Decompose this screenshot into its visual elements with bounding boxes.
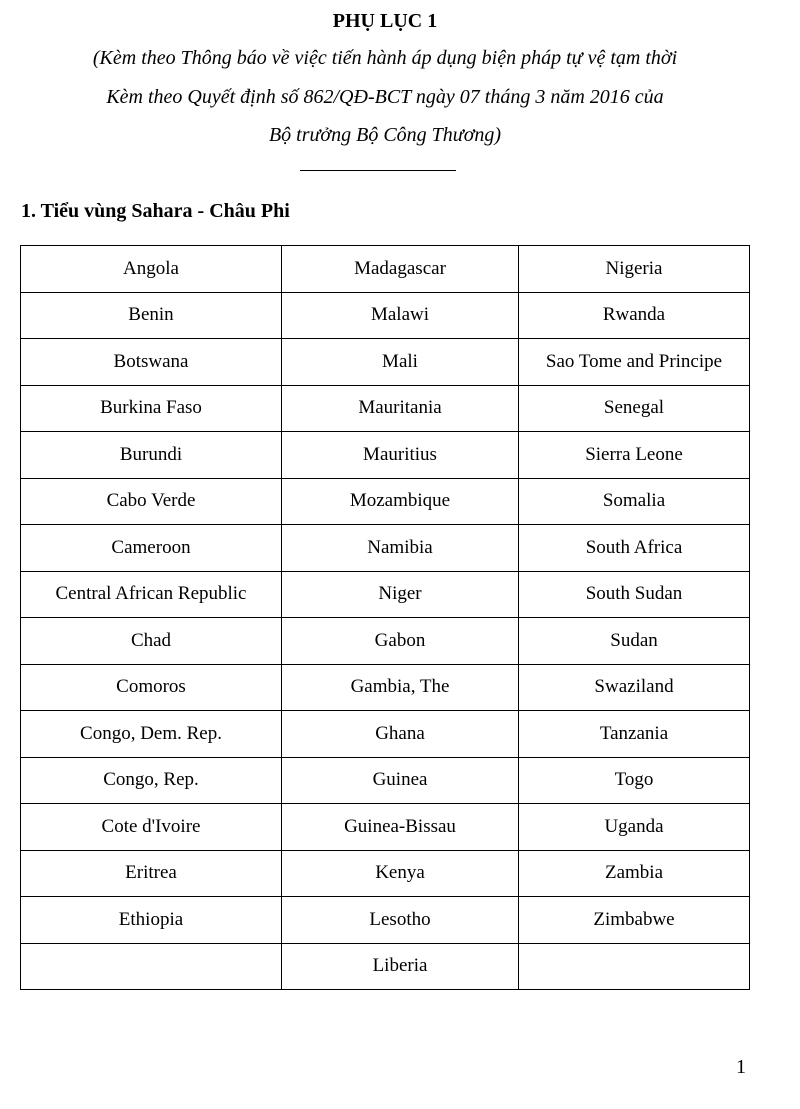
table-row [21, 525, 750, 572]
table-cell: Botswana [21, 339, 282, 386]
table-cell: Zambia [519, 850, 750, 897]
table-cell: Gabon [282, 618, 519, 665]
table-row [21, 943, 750, 990]
table-row [21, 757, 750, 804]
table-cell: Uganda [519, 804, 750, 851]
table-cell: Lesotho [282, 897, 519, 944]
table-cell: Burkina Faso [21, 385, 282, 432]
page-number: 1 [736, 1056, 746, 1078]
title-divider [300, 170, 456, 171]
table-row [21, 850, 750, 897]
table-cell: Nigeria [519, 246, 750, 293]
table-row [21, 571, 750, 618]
table-row [21, 711, 750, 758]
table-cell: Senegal [519, 385, 750, 432]
table-cell: Ethiopia [21, 897, 282, 944]
table-row [21, 897, 750, 944]
document-title: PHỤ LỤC 1 [332, 10, 438, 32]
table-cell: Comoros [21, 664, 282, 711]
table-cell: Ghana [282, 711, 519, 758]
subtitle-line-1: (Kèm theo Thông báo về việc tiến hành áp dụng biện pháp tự vệ tạm thời [92, 47, 678, 69]
table-cell: Congo, Dem. Rep. [21, 711, 282, 758]
section-heading: 1. Tiểu vùng Sahara - Châu Phi [21, 200, 290, 222]
table-cell: Madagascar [282, 246, 519, 293]
table-cell [21, 943, 282, 990]
subtitle-line-2: Kèm theo Quyết định số 862/QĐ-BCT ngày 07 tháng 3 năm 2016 của [106, 86, 664, 108]
table-cell: Mali [282, 339, 519, 386]
table-row [21, 804, 750, 851]
table-cell: Angola [21, 246, 282, 293]
table-cell: Mauritius [282, 432, 519, 479]
table-cell: Guinea [282, 757, 519, 804]
table-cell: Tanzania [519, 711, 750, 758]
table-cell: Eritrea [21, 850, 282, 897]
table-cell: Central African Republic [21, 571, 282, 618]
table-cell: Liberia [282, 943, 519, 990]
table-row [21, 618, 750, 665]
table-cell: Mozambique [282, 478, 519, 525]
table-row [21, 664, 750, 711]
table-row [21, 339, 750, 386]
table-row [21, 246, 750, 293]
table-row [21, 432, 750, 479]
table-cell: Cameroon [21, 525, 282, 572]
table-cell: Kenya [282, 850, 519, 897]
table-cell: South Sudan [519, 571, 750, 618]
table-cell: Somalia [519, 478, 750, 525]
table-row [21, 385, 750, 432]
table-cell: Togo [519, 757, 750, 804]
table-cell: Sudan [519, 618, 750, 665]
table-cell: Gambia, The [282, 664, 519, 711]
country-table [20, 245, 750, 990]
subtitle-line-3: Bộ trưởng Bộ Công Thương) [268, 124, 502, 146]
table-cell: Namibia [282, 525, 519, 572]
table-cell: Sao Tome and Principe [519, 339, 750, 386]
table-row [21, 292, 750, 339]
table-cell: South Africa [519, 525, 750, 572]
table-cell: Benin [21, 292, 282, 339]
table-cell: Rwanda [519, 292, 750, 339]
table-cell: Chad [21, 618, 282, 665]
table-cell: Malawi [282, 292, 519, 339]
table-row [21, 478, 750, 525]
table-cell: Niger [282, 571, 519, 618]
table-cell: Sierra Leone [519, 432, 750, 479]
table-cell: Zimbabwe [519, 897, 750, 944]
table-cell: Burundi [21, 432, 282, 479]
table-cell: Cote d'Ivoire [21, 804, 282, 851]
table-cell: Guinea-Bissau [282, 804, 519, 851]
table-cell: Congo, Rep. [21, 757, 282, 804]
table-cell: Cabo Verde [21, 478, 282, 525]
table-cell: Swaziland [519, 664, 750, 711]
table-cell [519, 943, 750, 990]
table-cell: Mauritania [282, 385, 519, 432]
